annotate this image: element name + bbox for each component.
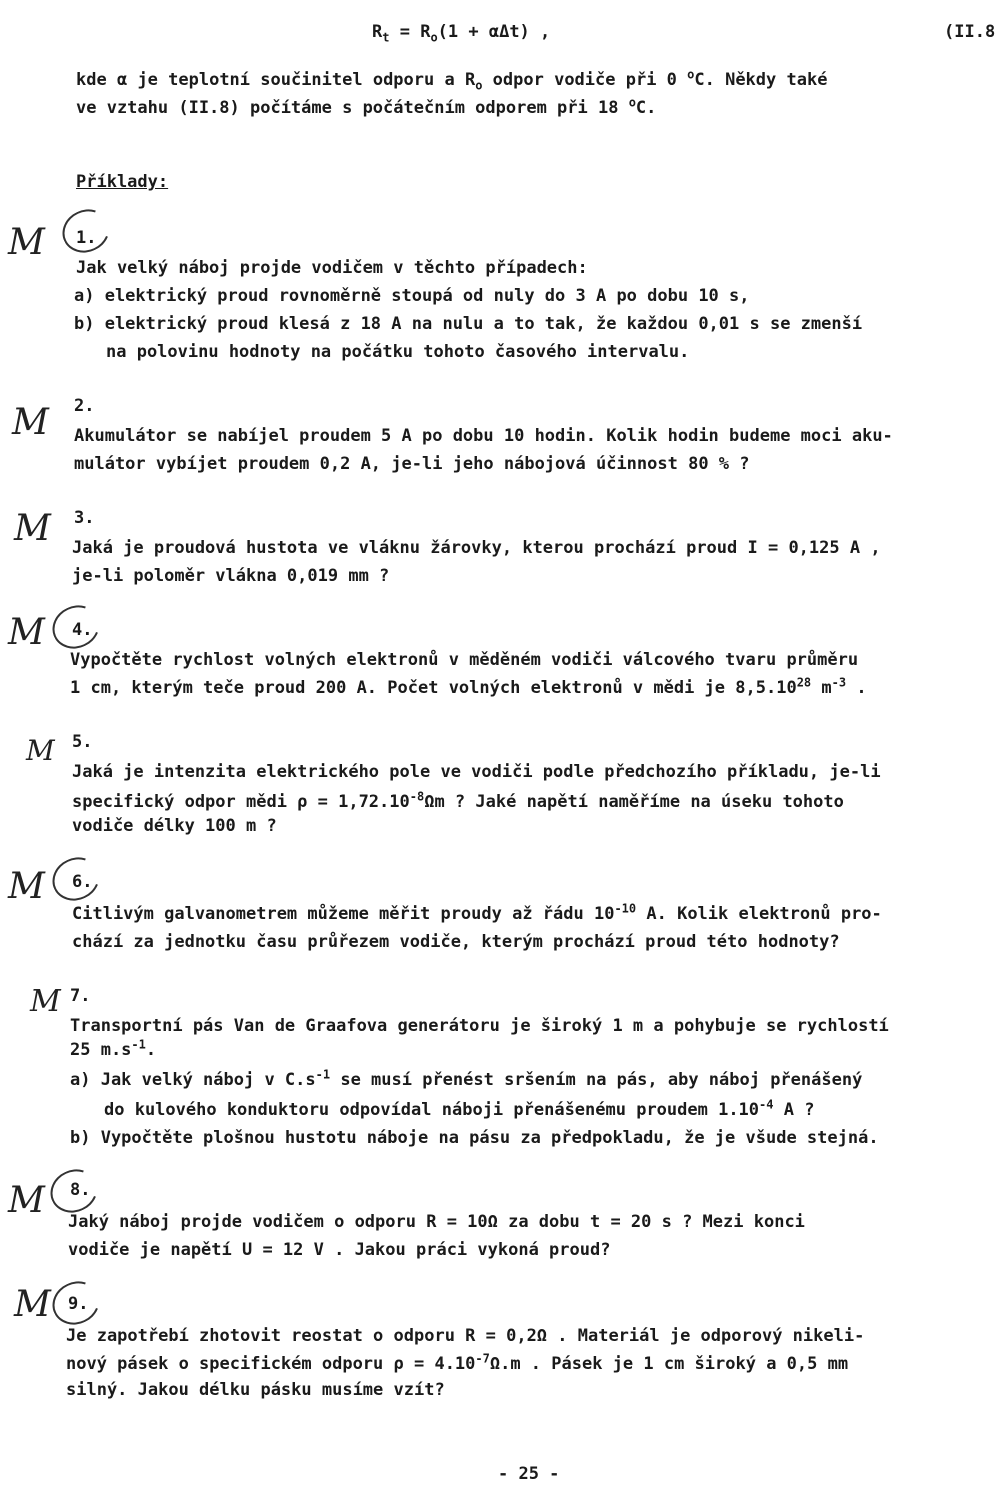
example-7-line-5: b) Vypočtěte plošnou hustotu náboje na pásu za předpokladu, že je všude stejná. [70, 1128, 879, 1148]
text-run: do kulového konduktoru odpovídal náboji přenášenému proudem 1.10 [104, 1100, 760, 1120]
example-4-line-2 [70, 675, 867, 698]
formula-sub-t: t [382, 30, 390, 45]
example-1-number: 1. [76, 228, 97, 248]
text-run: 1 cm, kterým teče proud 200 A. Počet volných elektronů v mědi je 8,5.10 [70, 678, 797, 698]
example-3-line-1: Jaká je proudová hustota ve vláknu žárovky, kterou prochází proud I = 0,125 A , [72, 538, 881, 558]
exponent: -4 [759, 1097, 774, 1112]
example-3-line-2: je-li poloměr vlákna 0,019 mm ? [72, 566, 390, 586]
intro-text: ve vztahu (II.8) počítáme s počátečním odporem při 18 [76, 98, 629, 118]
example-5-line-3: vodiče délky 100 m ? [72, 816, 277, 836]
exponent: -8 [409, 789, 425, 804]
text-run: a) Jak velký náboj v C.s [70, 1070, 316, 1090]
intro-sup: o [687, 67, 695, 82]
example-2-line-1: Akumulátor se nabíjel proudem 5 A po dobu 10 hodin. Kolik hodin budeme moci aku- [74, 426, 893, 446]
intro-text: je teplotní součinitel odporu a R [127, 70, 476, 90]
text-run: Citlivým galvanometrem můžeme měřit proudy až řádu 10 [72, 904, 615, 924]
formula-eq: = R [389, 22, 431, 42]
example-6-line-1 [72, 901, 882, 924]
text-run: . [145, 1040, 157, 1060]
example-5-number: 5. [72, 732, 93, 752]
margin-mark-4: M [8, 612, 45, 653]
margin-mark-3: M [14, 508, 51, 549]
exponent: -3 [831, 675, 847, 690]
example-7-line-1: Transportní pás Van de Graafova generátoru je široký 1 m a pohybuje se rychlostí [70, 1016, 889, 1036]
text-run: Ω.m . Pásek je 1 cm široký a 0,5 mm [489, 1354, 849, 1374]
example-9-line-1: Je zapotřebí zhotovit reostat o odporu R = 0,2Ω . Materiál je odporový nikeli- [66, 1326, 865, 1346]
exponent: -10 [614, 901, 637, 916]
example-5-line-2 [72, 789, 844, 812]
exponent: 28 [796, 675, 812, 690]
example-1-line-1: Jak velký náboj projde vodičem v těchto případech: [76, 258, 588, 278]
alpha-symbol: α [116, 70, 128, 90]
example-1-line-3: b) elektrický proud klesá z 18 A na nulu a to tak, že každou 0,01 s se zmenší [74, 314, 863, 334]
margin-mark-9: M [14, 1284, 51, 1325]
margin-mark-7: M [30, 984, 61, 1019]
intro-text: C. [635, 98, 657, 118]
example-7-line-4 [104, 1097, 815, 1120]
formula-sub-o: o [430, 30, 438, 45]
section-heading: Příklady: [76, 172, 169, 192]
intro-line-2 [76, 95, 657, 118]
example-6-line-2: chází za jednotku času průřezem vodiče, kterým prochází proud této hodnoty? [72, 932, 840, 952]
formula-rest: (1 + αΔt) , [437, 22, 551, 42]
text-run: specifický odpor mědi ρ = 1,72.10 [72, 792, 410, 812]
intro-sup: o [628, 95, 636, 110]
intro-text: odpor vodiče při 0 [482, 70, 688, 90]
example-6-number: 6. [72, 872, 93, 892]
example-8-line-2: vodiče je napětí U = 12 V . Jakou práci vykoná proud? [68, 1240, 611, 1260]
text-run: 25 m.s [70, 1040, 132, 1060]
example-4-line-1: Vypočtěte rychlost volných elektronů v měděném vodiči válcového tvaru průměru [70, 650, 859, 670]
example-7-line-3 [70, 1067, 863, 1090]
example-9-line-3: silný. Jakou délku pásku musíme vzít? [66, 1380, 445, 1400]
example-3-number: 3. [74, 508, 95, 528]
intro-text: kde [76, 70, 117, 90]
example-4-number: 4. [72, 620, 93, 640]
example-2-line-2: mulátor vybíjet proudem 0,2 A, je-li jeho nábojová účinnost 80 % ? [74, 454, 750, 474]
margin-mark-5: M [26, 734, 55, 767]
formula-label: (II.8 [944, 22, 996, 42]
exponent: -7 [475, 1351, 490, 1366]
margin-mark-6: M [8, 866, 45, 907]
intro-text: C. Někdy také [694, 70, 828, 90]
text-run: m [811, 678, 832, 698]
example-1-line-4: na polovinu hodnoty na počátku tohoto časového intervalu. [106, 342, 690, 362]
formula-line [372, 22, 551, 45]
example-8-line-1: Jaký náboj projde vodičem o odporu R = 10Ω za dobu t = 20 s ? Mezi konci [68, 1212, 805, 1232]
formula-rt: R [372, 22, 383, 42]
text-run: Ωm ? Jaké napětí naměříme na úseku tohoto [424, 792, 844, 812]
margin-mark-2: M [12, 402, 49, 443]
text-run: se musí přenést sršením na pás, aby náboj přenášený [330, 1070, 863, 1090]
margin-mark-1: M [8, 222, 45, 263]
text-run: A ? [773, 1100, 815, 1120]
exponent: -1 [131, 1037, 146, 1052]
example-7-number: 7. [70, 986, 91, 1006]
text-run: A. Kolik elektronů pro- [636, 904, 882, 924]
text-run: nový pásek o specifickém odporu ρ = 4.10 [66, 1354, 476, 1374]
intro-line-1 [76, 67, 828, 93]
page-number: - 25 - [498, 1464, 560, 1484]
example-9-number: 9. [68, 1294, 89, 1314]
example-8-number: 8. [70, 1180, 91, 1200]
example-1-line-2: a) elektrický proud rovnoměrně stoupá od nuly do 3 A po dobu 10 s, [74, 286, 750, 306]
example-9-line-2 [66, 1351, 849, 1374]
example-5-line-1: Jaká je intenzita elektrického pole ve vodiči podle předchozího příkladu, je-li [72, 762, 881, 782]
margin-mark-8: M [8, 1180, 45, 1221]
example-7-line-2 [70, 1037, 157, 1060]
intro-sub: o [475, 78, 483, 93]
text-run: . [846, 678, 867, 698]
example-2-number: 2. [74, 396, 95, 416]
exponent: -1 [315, 1067, 331, 1082]
